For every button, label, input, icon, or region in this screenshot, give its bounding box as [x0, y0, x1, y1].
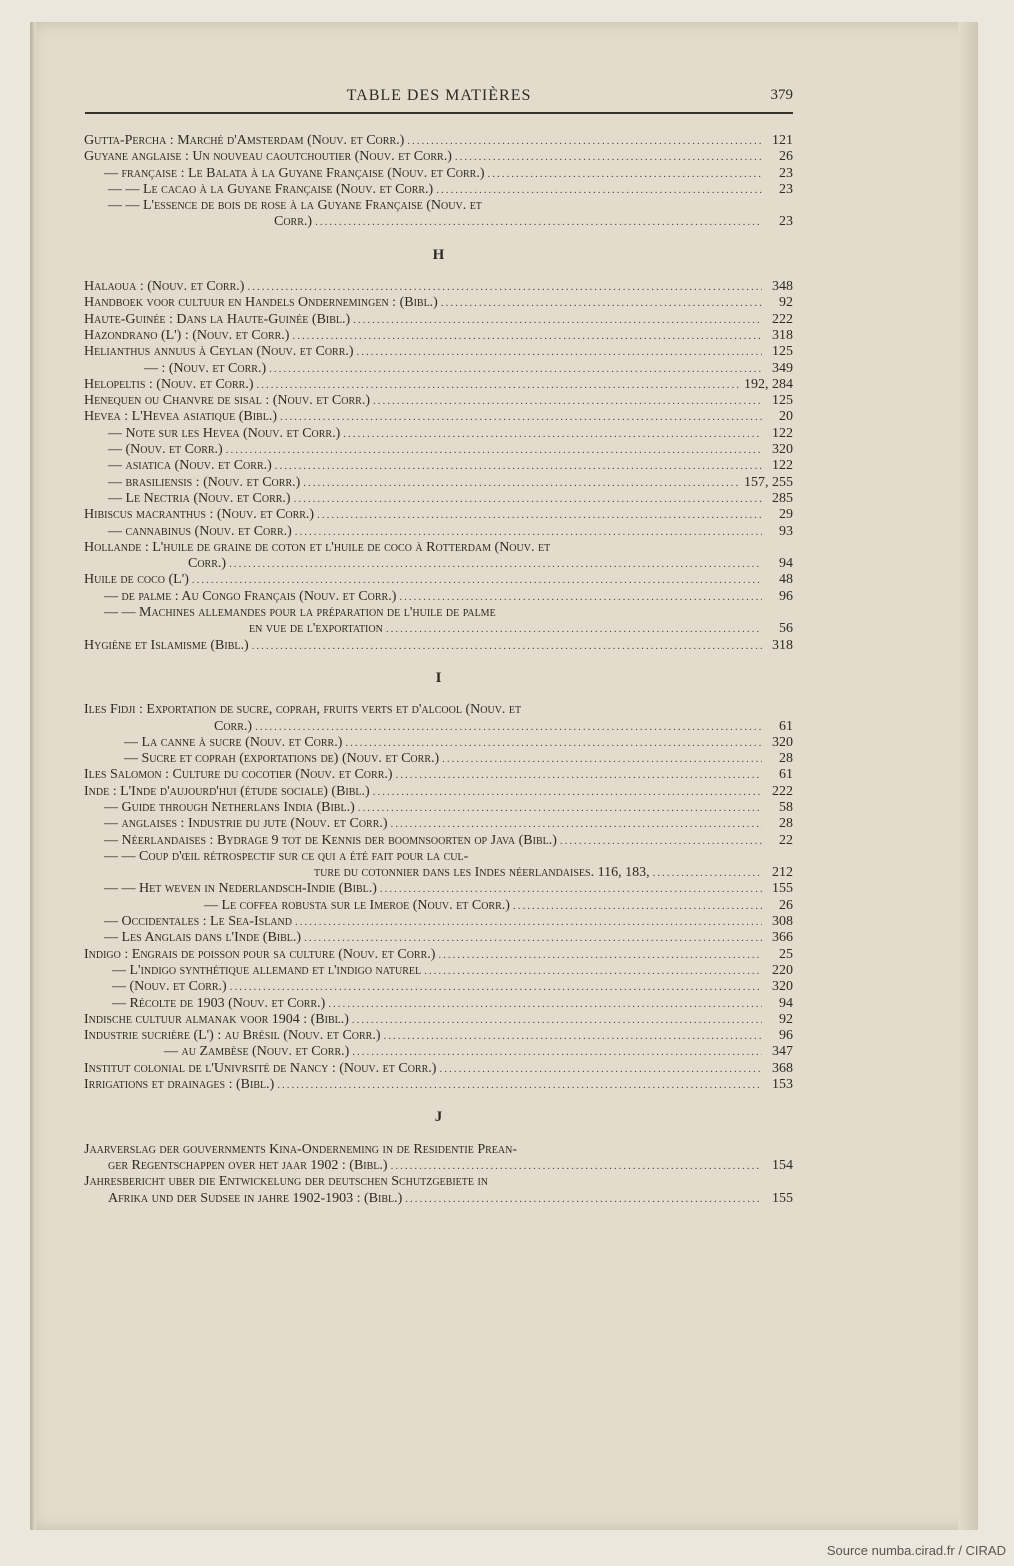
page-title: TABLE DES MATIÈRES	[346, 87, 532, 104]
dot-leader	[292, 328, 762, 344]
entry-page: 192, 284	[744, 376, 793, 392]
entry-text: — — L'essence de bois de rose à la Guyane Française (Nouv. et	[108, 198, 482, 214]
index-entry	[84, 1012, 793, 1028]
entry-text: Iles Salomon : Culture du cocotier (Nouv. et Corr.)	[84, 767, 393, 783]
dot-leader	[396, 767, 762, 783]
index-entry	[84, 149, 793, 165]
index-entry	[84, 133, 793, 149]
entry-text: — anglaises : Industrie du jute (Nouv. et Corr.)	[104, 816, 388, 832]
entry-text: en vue de l'exportation	[249, 621, 383, 637]
entry-page: 125	[772, 344, 793, 360]
dot-leader	[303, 475, 741, 491]
entry-page: 212	[772, 865, 793, 881]
entry-page: 122	[772, 458, 793, 474]
dot-leader	[352, 1012, 762, 1028]
section-letter-h: H	[432, 246, 445, 263]
index-entry	[84, 638, 793, 654]
dot-leader	[386, 621, 762, 637]
index-entry	[84, 377, 793, 393]
entry-page: 349	[772, 360, 793, 376]
entry-page: 220	[772, 962, 793, 978]
index-entry	[84, 328, 793, 344]
entry-page: 25	[779, 946, 793, 962]
entry-text: — Occidentales : Le Sea-Island	[104, 914, 292, 930]
dot-leader	[384, 1028, 762, 1044]
index-entry	[84, 1061, 793, 1077]
entry-page: 22	[779, 832, 793, 848]
entry-text: — Néerlandaises : Bydrage 9 tot de Kennis der boomnsoorten op Java (Bibl.)	[104, 832, 557, 848]
header-rule	[85, 112, 793, 114]
entry-text: Haute-Guinée : Dans la Haute-Guinée (Bibl.)	[84, 311, 351, 327]
entry-page: 23	[779, 214, 793, 230]
entry-page: 366	[772, 930, 793, 946]
entry-page: 94	[779, 556, 793, 572]
index-entry	[84, 1158, 793, 1174]
section-letter-j: J	[434, 1109, 443, 1126]
entry-page: 157, 255	[744, 474, 793, 490]
entry-text: Inde : L'Inde d'aujourd'hui (étude sociale) (Bibl.)	[84, 783, 370, 799]
entry-text: — La canne à sucre (Nouv. et Corr.)	[124, 734, 343, 750]
entry-page: 285	[772, 490, 793, 506]
index-entry	[84, 475, 793, 491]
dot-leader	[399, 589, 762, 605]
entry-page: 96	[779, 588, 793, 604]
entry-text: — brasiliensis : (Nouv. et Corr.)	[108, 474, 301, 490]
dot-leader	[407, 133, 762, 149]
index-entry	[84, 198, 793, 214]
entry-text: — Le coffea robusta sur le Imeroe (Nouv. et Corr.)	[204, 897, 510, 913]
entry-page: 153	[772, 1077, 793, 1093]
dot-leader	[439, 1061, 762, 1077]
entry-text: — française : Le Balata à la Guyane Française (Nouv. et Corr.)	[104, 165, 485, 181]
entry-text: Hibiscus macranthus : (Nouv. et Corr.)	[84, 507, 315, 523]
index-entry	[84, 898, 793, 914]
dot-leader	[247, 279, 762, 295]
dot-leader	[405, 1191, 762, 1207]
dot-leader	[280, 409, 762, 425]
entry-text: — au Zambèse (Nouv. et Corr.)	[164, 1044, 350, 1060]
entry-text: — — Le cacao à la Guyane Française (Nouv. et Corr.)	[108, 181, 434, 197]
entry-text: Industrie sucrière (L') : au Brésil (Nouv. et Corr.)	[84, 1028, 381, 1044]
entry-text: — (Nouv. et Corr.)	[112, 979, 227, 995]
dot-leader	[455, 149, 762, 165]
index-entry	[84, 719, 793, 735]
dot-leader	[442, 751, 762, 767]
page-spine-shadow	[30, 22, 36, 1530]
entry-page: 93	[779, 523, 793, 539]
entry-text: — Le Nectria (Nouv. et Corr.)	[108, 490, 291, 506]
entry-page: 122	[772, 425, 793, 441]
entry-text: Gutta-Percha : Marché d'Amsterdam (Nouv. et Corr.)	[84, 133, 405, 148]
dot-leader	[424, 963, 762, 979]
dot-leader	[315, 214, 762, 230]
dot-leader	[294, 491, 762, 507]
index-entry	[84, 556, 793, 572]
index-entry	[84, 214, 793, 230]
source-credit: Source numba.cirad.fr / CIRAD	[826, 1543, 1006, 1558]
entry-page: 96	[779, 1028, 793, 1044]
entry-page: 56	[779, 621, 793, 637]
dot-leader	[358, 800, 762, 816]
entry-text: Indigo : Engrais de poisson pour sa culture (Nouv. et Corr.)	[84, 946, 436, 962]
dot-leader	[345, 735, 762, 751]
entry-page: 320	[772, 442, 793, 458]
index-entry	[84, 1142, 793, 1158]
entry-page: 368	[772, 1060, 793, 1076]
index-entry	[84, 702, 793, 718]
index-entry	[84, 996, 793, 1012]
entry-page: 155	[772, 1190, 793, 1206]
entry-page: 28	[779, 751, 793, 767]
index-entry	[84, 979, 793, 995]
index-entry	[84, 1028, 793, 1044]
index-entry	[84, 507, 793, 523]
index-entry	[84, 767, 793, 783]
dot-leader	[487, 166, 762, 182]
entry-text: — cannabinus (Nouv. et Corr.)	[108, 523, 292, 539]
entry-page: 23	[779, 181, 793, 197]
section-letter-i: I	[435, 669, 442, 686]
entry-page: 125	[772, 393, 793, 409]
dot-leader	[357, 344, 762, 360]
dot-leader	[295, 914, 762, 930]
index-entry	[84, 589, 793, 605]
dot-leader	[252, 638, 762, 654]
entry-page: 155	[772, 881, 793, 897]
entry-text: — Récolte de 1903 (Nouv. et Corr.)	[112, 995, 326, 1011]
entry-text: Iles Fidji : Exportation de sucre, coprah, fruits verts et d'alcool (Nouv. et	[84, 702, 522, 718]
entry-text: Hazondrano (L') : (Nouv. et Corr.)	[84, 327, 290, 343]
index-entry	[84, 621, 793, 637]
index-entry	[84, 524, 793, 540]
index-entry	[84, 800, 793, 816]
index-entry	[84, 279, 793, 295]
index-entry	[84, 735, 793, 751]
entry-page: 92	[779, 295, 793, 311]
entry-page: 20	[779, 409, 793, 425]
index-entry	[84, 361, 793, 377]
entry-page: 23	[779, 165, 793, 181]
entry-page: 92	[779, 1011, 793, 1027]
dot-leader	[304, 930, 762, 946]
index-entry	[84, 344, 793, 360]
entry-page: 318	[772, 637, 793, 653]
entry-text: — L'indigo synthétique allemand et l'indigo naturel	[112, 962, 422, 978]
entry-page: 318	[772, 327, 793, 343]
dot-leader	[653, 865, 762, 881]
index-entry	[84, 426, 793, 442]
entry-text: Corr.)	[188, 556, 227, 572]
entry-text: Hygiène et Islamisme (Bibl.)	[84, 637, 249, 653]
dot-leader	[343, 426, 762, 442]
entry-page: 154	[772, 1157, 793, 1173]
entry-text: — (Nouv. et Corr.)	[108, 442, 223, 458]
dot-leader	[230, 979, 762, 995]
index-entry	[84, 914, 793, 930]
index-entry	[84, 166, 793, 182]
dot-leader	[438, 947, 762, 963]
entry-page: 308	[772, 914, 793, 930]
index-entry	[84, 849, 793, 865]
entry-page: 61	[779, 767, 793, 783]
entry-text: Jaarverslag der gouvernments Kina-Onderneming in de Residentie Prean-	[84, 1141, 518, 1157]
index-entry	[84, 947, 793, 963]
dot-leader	[560, 833, 762, 849]
entry-page: 121	[772, 133, 793, 148]
entry-page: 94	[779, 995, 793, 1011]
entry-text: Indische cultuur almanak voor 1904 : (Bibl.)	[84, 1011, 349, 1027]
entry-text: ture du cotonnier dans les Indes néerlandaises. 116, 183,	[314, 865, 650, 881]
dot-leader	[391, 1158, 762, 1174]
index-entry	[84, 491, 793, 507]
dot-leader	[295, 524, 762, 540]
dot-leader	[436, 182, 762, 198]
dot-leader	[277, 1077, 762, 1093]
entry-text: Hevea : L'Hevea asiatique (Bibl.)	[84, 409, 277, 425]
index-content	[84, 133, 793, 1207]
index-entry	[84, 881, 793, 897]
entry-text: Institut colonial de l'Univrsité de Nancy : (Nouv. et Corr.)	[84, 1060, 437, 1076]
entry-text: Huile de coco (L')	[84, 572, 189, 588]
entry-text: Handboek voor cultuur en Handels Ondernemingen : (Bibl.)	[84, 295, 438, 311]
entry-text: ger Regentschappen over het jaar 1902 : (Bibl.)	[108, 1157, 388, 1173]
entry-text: — asiatica (Nouv. et Corr.)	[108, 458, 272, 474]
entry-text: Hollande : L'huile de graine de coton et l'huile de coco à Rotterdam (Nouv. et	[84, 539, 551, 555]
index-entry	[84, 393, 793, 409]
entry-text: Jahresbericht uber die Entwickelung der deutschen Schutzgebiete in	[84, 1174, 489, 1190]
entry-page: 347	[772, 1044, 793, 1060]
running-header	[85, 87, 793, 109]
index-entry	[84, 605, 793, 621]
index-entry	[84, 865, 793, 881]
entry-text: — — Machines allemandes pour la préparation de l'huile de palme	[104, 605, 496, 621]
dot-leader	[269, 361, 762, 377]
entry-page: 48	[779, 572, 793, 588]
index-entry	[84, 458, 793, 474]
dot-leader	[317, 507, 762, 523]
index-entry	[84, 572, 793, 588]
entry-text: Corr.)	[214, 718, 253, 734]
dot-leader	[352, 1044, 762, 1060]
entry-text: Helopeltis : (Nouv. et Corr.)	[84, 376, 254, 392]
entry-text: Afrika und der Sudsee in jahre 1902-1903 : (Bibl.)	[108, 1190, 403, 1206]
entry-text: Guyane anglaise : Un nouveau caoutchoutier (Nouv. et Corr.)	[84, 149, 452, 165]
dot-leader	[229, 556, 762, 572]
dot-leader	[255, 719, 762, 735]
entry-text: — Sucre et coprah (exportations de) (Nouv. et Corr.)	[124, 751, 440, 767]
entry-text: — — Coup d'œil rétrospectif sur ce qui a été fait pour la cul-	[104, 848, 469, 864]
entry-text: — de palme : Au Congo Français (Nouv. et Corr.)	[104, 588, 397, 604]
entry-page: 61	[779, 718, 793, 734]
index-entry	[84, 784, 793, 800]
index-entry	[84, 816, 793, 832]
entry-text: — : (Nouv. et Corr.)	[144, 360, 267, 376]
dot-leader	[226, 442, 762, 458]
entry-text: Halaoua : (Nouv. et Corr.)	[84, 279, 245, 295]
dot-leader	[373, 393, 762, 409]
dot-leader	[513, 898, 762, 914]
index-entry	[84, 409, 793, 425]
index-entry	[84, 930, 793, 946]
index-entry	[84, 540, 793, 556]
page-edge-shadow	[958, 22, 978, 1530]
entry-text: — Note sur les Hevea (Nouv. et Corr.)	[108, 425, 341, 441]
entry-page: 320	[772, 734, 793, 750]
index-entry	[84, 1077, 793, 1093]
dot-leader	[328, 996, 762, 1012]
dot-leader	[275, 458, 762, 474]
entry-text: Irrigations et drainages : (Bibl.)	[84, 1077, 275, 1093]
page-number: 379	[770, 87, 793, 103]
entry-page: 222	[772, 783, 793, 799]
index-entry	[84, 751, 793, 767]
index-entry	[84, 833, 793, 849]
dot-leader	[391, 816, 762, 832]
dot-leader	[257, 377, 741, 393]
index-entry	[84, 442, 793, 458]
dot-leader	[441, 295, 762, 311]
entry-text: Helianthus annuus à Ceylan (Nouv. et Corr.)	[84, 344, 354, 360]
entry-text: Corr.)	[274, 214, 313, 230]
entry-text: — Les Anglais dans l'Inde (Bibl.)	[104, 930, 302, 946]
entry-text: — — Het weven in Nederlandsch-Indie (Bibl.)	[104, 881, 377, 897]
index-entry	[84, 963, 793, 979]
entry-page: 26	[779, 149, 793, 165]
entry-page: 28	[779, 816, 793, 832]
entry-text: — Guide through Netherlans India (Bibl.)	[104, 799, 355, 815]
index-entry	[84, 295, 793, 311]
dot-leader	[192, 572, 762, 588]
index-entry	[84, 182, 793, 198]
index-entry	[84, 1174, 793, 1190]
entry-page: 222	[772, 311, 793, 327]
entry-page: 26	[779, 897, 793, 913]
index-entry	[84, 312, 793, 328]
dot-leader	[380, 881, 762, 897]
entry-text: Henequen ou Chanvre de sisal : (Nouv. et Corr.)	[84, 393, 370, 409]
entry-page: 348	[772, 279, 793, 295]
dot-leader	[373, 784, 762, 800]
index-entry	[84, 1044, 793, 1060]
entry-page: 29	[779, 507, 793, 523]
entry-page: 58	[779, 799, 793, 815]
entry-page: 320	[772, 979, 793, 995]
dot-leader	[353, 312, 762, 328]
index-entry	[84, 1191, 793, 1207]
